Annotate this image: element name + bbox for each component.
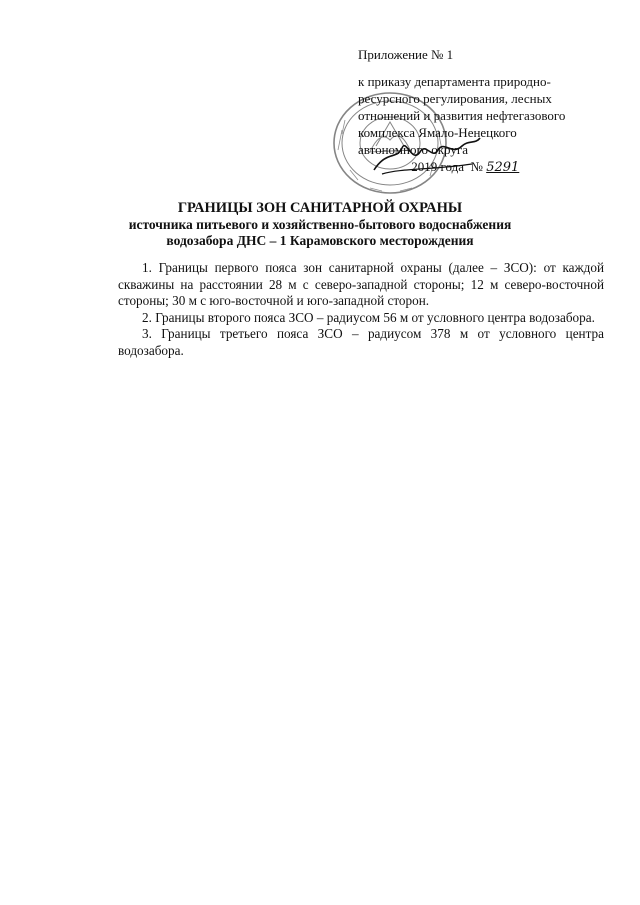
order-number: 5291 xyxy=(486,160,520,175)
appendix-header xyxy=(358,46,618,176)
paragraph: 3. Границы третьего пояса ЗСО – радиусом 378 м от условного центра водозабора. xyxy=(118,326,604,358)
order-date-line xyxy=(358,158,618,176)
heading-subtitle: водозабора ДНС – 1 Карамовского месторождения xyxy=(166,233,474,248)
heading-subtitle: источника питьевого и хозяйственно-бытового водоснабжения xyxy=(128,217,512,232)
order-line: к приказу департамента природно- xyxy=(358,74,551,89)
document-body xyxy=(118,260,604,359)
order-line: автономного округа xyxy=(358,142,468,157)
order-reference xyxy=(358,73,618,176)
order-date: 2019 года xyxy=(411,159,465,174)
document-heading xyxy=(80,200,560,249)
appendix-title: Приложение № 1 xyxy=(358,47,454,62)
paragraph: 2. Границы второго пояса ЗСО – радиусом 56 м от условного центра водозабора. xyxy=(142,309,595,325)
heading-title: ГРАНИЦЫ ЗОН САНИТАРНОЙ ОХРАНЫ xyxy=(177,200,463,216)
order-line: комплекса Ямало-Ненецкого xyxy=(358,125,517,140)
order-number-label: № xyxy=(470,159,483,174)
order-line: ресурсного регулирования, лесных xyxy=(358,91,552,106)
order-line: отношений и развития нефтегазового xyxy=(358,108,566,123)
paragraph: 1. Границы первого пояса зон санитарной охраны (далее – ЗСО): от каждой скважины на расстоянии 28 м с северо-западной стороны; 12 м северо-восточной стороны; 30 м с юго-восточной и юго-западной сторон. xyxy=(118,260,604,308)
